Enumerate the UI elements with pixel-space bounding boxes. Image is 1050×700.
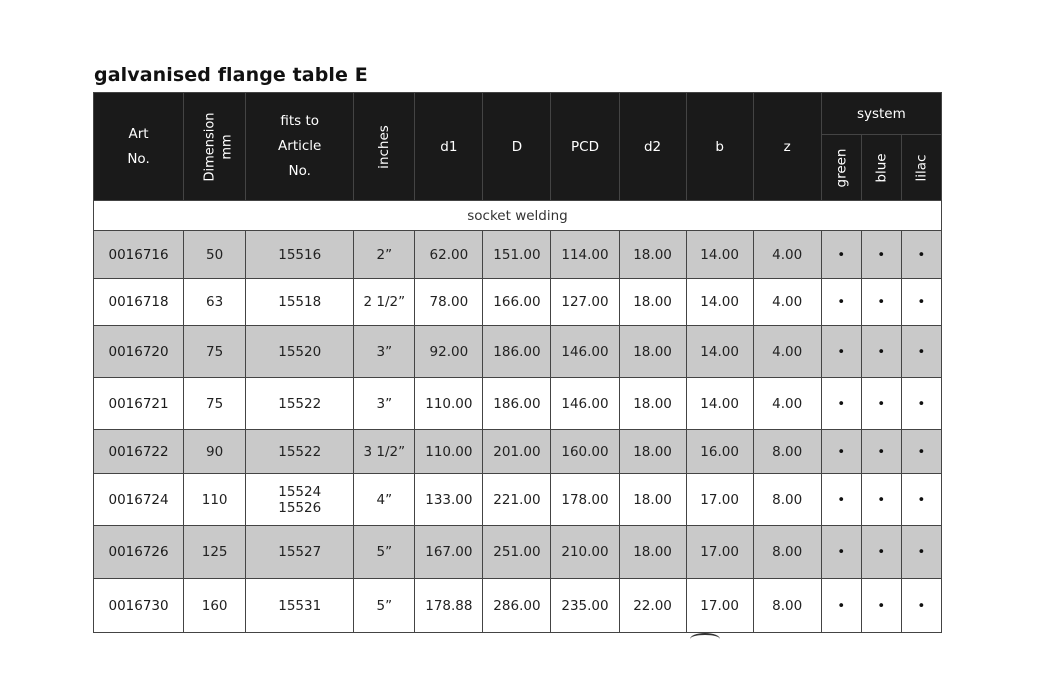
cell-d: 186.00 [483,326,551,378]
cell-fits [246,430,354,474]
cell-d2: 18.00 [619,378,686,430]
cell-art: 0016718 [94,279,184,326]
cell-fits [246,279,354,326]
header-art-line1: Art [128,125,149,142]
cell-b: 17.00 [686,579,753,633]
header-fits-line1: fits to [280,113,320,129]
cell-pcd: 160.00 [551,430,619,474]
page-title: galvanised flange table E [94,64,368,86]
cell-inches: 2” [354,231,415,279]
cell-d2: 18.00 [619,326,686,378]
cell-dim: 75 [184,378,246,430]
cell-z: 8.00 [753,579,821,633]
cell-pcd: 235.00 [551,579,619,633]
cell-d1: 167.00 [415,526,483,579]
cell-fits [246,579,354,633]
cell-art: 0016721 [94,378,184,430]
cell-green: • [821,579,861,633]
cell-green: • [821,474,861,526]
cell-dim: 50 [184,231,246,279]
cell-pcd: 210.00 [551,526,619,579]
cell-art: 0016716 [94,231,184,279]
table-row [94,474,942,526]
table-row [94,231,942,279]
header-fits-to [246,93,354,201]
cell-lilac: • [901,474,941,526]
cell-green: • [821,526,861,579]
cell-art: 0016730 [94,579,184,633]
header-art-no [94,93,184,201]
cell-d: 186.00 [483,378,551,430]
header-green-label: green [833,148,850,188]
cell-green: • [821,326,861,378]
header-art-line2: No. [127,150,150,167]
cell-d2: 18.00 [619,231,686,279]
cell-lilac: • [901,526,941,579]
cell-d2: 18.00 [619,526,686,579]
section-label: socket welding [94,201,942,231]
cell-d1: 178.88 [415,579,483,633]
cell-art: 0016720 [94,326,184,378]
cell-inches: 5” [354,526,415,579]
cell-fits [246,378,354,430]
header-lilac [901,135,941,201]
cell-lilac: • [901,579,941,633]
table-row [94,526,942,579]
cell-blue: • [861,579,901,633]
cell-fits-value: 15526 [278,499,322,516]
cell-d2: 18.00 [619,430,686,474]
cell-z: 8.00 [753,526,821,579]
cell-dim: 160 [184,579,246,633]
cell-lilac: • [901,430,941,474]
header-d1: d1 [415,93,483,201]
cell-art: 0016726 [94,526,184,579]
cell-d: 251.00 [483,526,551,579]
cell-z: 4.00 [753,378,821,430]
table-row [94,279,942,326]
cell-fits-value: 15520 [278,343,322,360]
cell-fits-value: 15531 [278,597,322,614]
cell-art: 0016724 [94,474,184,526]
cell-green: • [821,279,861,326]
cell-inches: 2 1/2” [354,279,415,326]
cell-z: 4.00 [753,231,821,279]
header-D: D [483,93,551,201]
cell-blue: • [861,378,901,430]
header-inches-label: inches [376,124,393,169]
cell-art: 0016722 [94,430,184,474]
header-z: z [753,93,821,201]
flange-table [93,92,942,633]
cell-d2: 22.00 [619,579,686,633]
header-b: b [686,93,753,201]
cell-d2: 18.00 [619,474,686,526]
cell-b: 14.00 [686,326,753,378]
cell-d1: 110.00 [415,430,483,474]
header-dimension-line2: mm [219,133,235,160]
cell-pcd: 127.00 [551,279,619,326]
cell-pcd: 178.00 [551,474,619,526]
cell-b: 17.00 [686,474,753,526]
cell-b: 17.00 [686,526,753,579]
header-blue [861,135,901,201]
cell-blue: • [861,474,901,526]
cell-pcd: 146.00 [551,378,619,430]
cell-dim: 75 [184,326,246,378]
cell-blue: • [861,231,901,279]
cell-inches: 3” [354,326,415,378]
table-row [94,430,942,474]
cell-lilac: • [901,326,941,378]
cell-d: 286.00 [483,579,551,633]
header-system: system [821,93,941,135]
cell-d1: 133.00 [415,474,483,526]
header-fits-line3: No. [288,163,311,179]
header-green [821,135,861,201]
cell-dim: 63 [184,279,246,326]
cell-blue: • [861,279,901,326]
cell-d: 166.00 [483,279,551,326]
cell-z: 8.00 [753,474,821,526]
cell-fits [246,326,354,378]
cell-fits-value: 15518 [278,294,322,310]
cell-pcd: 114.00 [551,231,619,279]
cell-lilac: • [901,231,941,279]
cell-z: 4.00 [753,279,821,326]
cell-fits [246,474,354,526]
header-d2: d2 [619,93,686,201]
table-row [94,326,942,378]
cell-d2: 18.00 [619,279,686,326]
cell-fits-value: 15516 [278,246,322,263]
cell-fits-value: 15527 [278,544,322,560]
cell-blue: • [861,526,901,579]
header-inches [354,93,415,201]
cell-fits-value: 15524 [278,483,322,500]
cell-d1: 92.00 [415,326,483,378]
header-dimension-label [202,112,236,181]
header-dimension [184,93,246,201]
cell-pcd: 146.00 [551,326,619,378]
cell-inches: 4” [354,474,415,526]
cell-inches: 3” [354,378,415,430]
cell-dim: 125 [184,526,246,579]
cell-dim: 90 [184,430,246,474]
cell-b: 14.00 [686,231,753,279]
cell-z: 4.00 [753,326,821,378]
cell-d1: 110.00 [415,378,483,430]
cell-inches: 3 1/2” [354,430,415,474]
cell-fits-value: 15522 [278,443,322,460]
cell-lilac: • [901,378,941,430]
table-row [94,378,942,430]
cell-lilac: • [901,279,941,326]
cell-dim: 110 [184,474,246,526]
cell-d: 221.00 [483,474,551,526]
cell-blue: • [861,326,901,378]
cell-green: • [821,430,861,474]
header-blue-label: blue [873,153,890,183]
header-fits-line2: Article [278,138,322,154]
cell-fits [246,231,354,279]
cell-green: • [821,231,861,279]
cell-b: 14.00 [686,279,753,326]
cell-b: 16.00 [686,430,753,474]
cell-blue: • [861,430,901,474]
cell-d1: 78.00 [415,279,483,326]
cell-green: • [821,378,861,430]
page-edge-mark [690,633,720,645]
cell-inches: 5” [354,579,415,633]
cell-fits [246,526,354,579]
cell-d: 151.00 [483,231,551,279]
header-PCD: PCD [551,93,619,201]
cell-fits-value: 15522 [278,395,322,412]
table-row [94,579,942,633]
header-lilac-label: lilac [913,154,930,182]
header-dimension-line1: Dimension [202,111,218,182]
cell-d1: 62.00 [415,231,483,279]
cell-d: 201.00 [483,430,551,474]
cell-z: 8.00 [753,430,821,474]
cell-b: 14.00 [686,378,753,430]
